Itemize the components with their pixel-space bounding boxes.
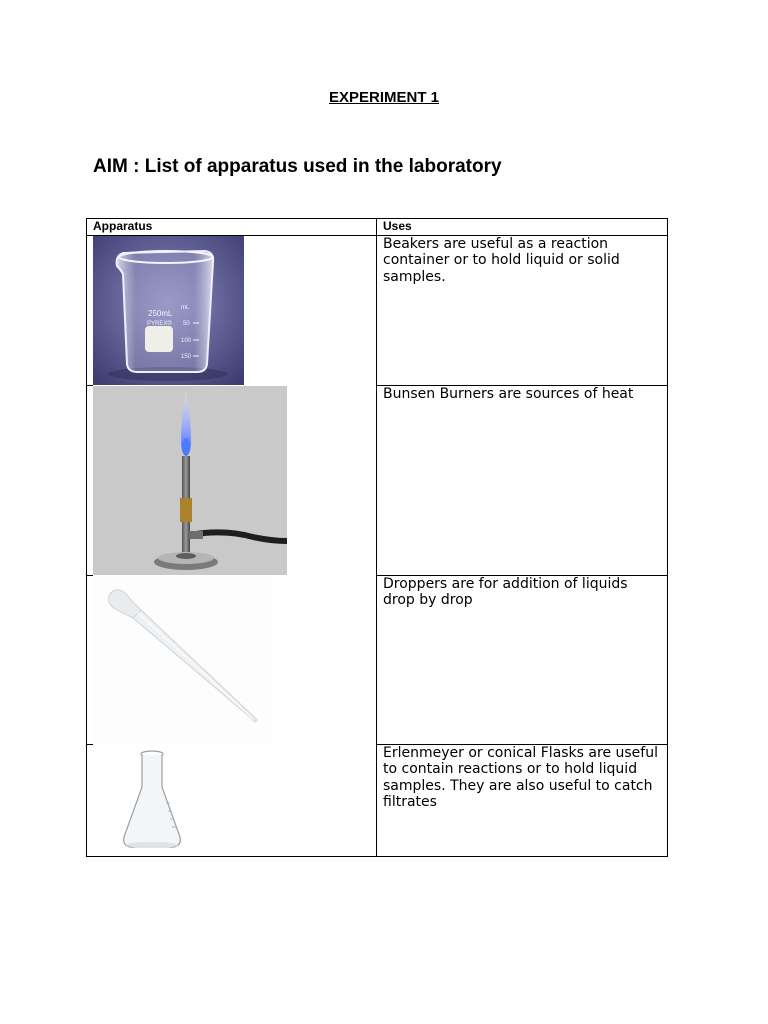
use-beaker: Beakers are useful as a reaction container or to hold liquid or solid samples. [383, 236, 620, 285]
bunsen-burner-image [93, 386, 287, 575]
table-left-border [86, 218, 87, 857]
beaker-scale-50: 50 [183, 321, 190, 327]
dropper-image [93, 576, 271, 744]
erlenmeyer-flask-image [110, 745, 194, 856]
row-divider-stub [86, 575, 93, 576]
table-bottom-border [86, 856, 668, 857]
aim-heading: AIM : List of apparatus used in the laboratory [93, 156, 502, 177]
beaker-capacity-label: 250mL [148, 309, 173, 318]
use-erlenmeyer-flask: Erlenmeyer or conical Flasks are useful to contain reactions or to hold liquid samples. They are also useful to catch filtrates [383, 745, 658, 810]
beaker-brand-label: PYREX® [147, 321, 172, 327]
beaker-ml-label: mL [181, 305, 190, 311]
header-apparatus: Apparatus [93, 219, 153, 233]
beaker-scale-150: 150 [181, 354, 192, 360]
table-top-border [86, 218, 668, 219]
row-divider-stub [86, 385, 93, 386]
row-divider-stub [86, 744, 93, 745]
column-divider [376, 218, 377, 857]
use-dropper: Droppers are for addition of liquids drop by drop [383, 576, 628, 609]
beaker-image [93, 236, 244, 385]
table-right-border [667, 218, 668, 857]
use-bunsen-burner: Bunsen Burners are sources of heat [383, 386, 634, 402]
header-uses: Uses [383, 219, 412, 233]
experiment-title: EXPERIMENT 1 [328, 89, 440, 106]
beaker-scale-100: 100 [181, 338, 192, 344]
